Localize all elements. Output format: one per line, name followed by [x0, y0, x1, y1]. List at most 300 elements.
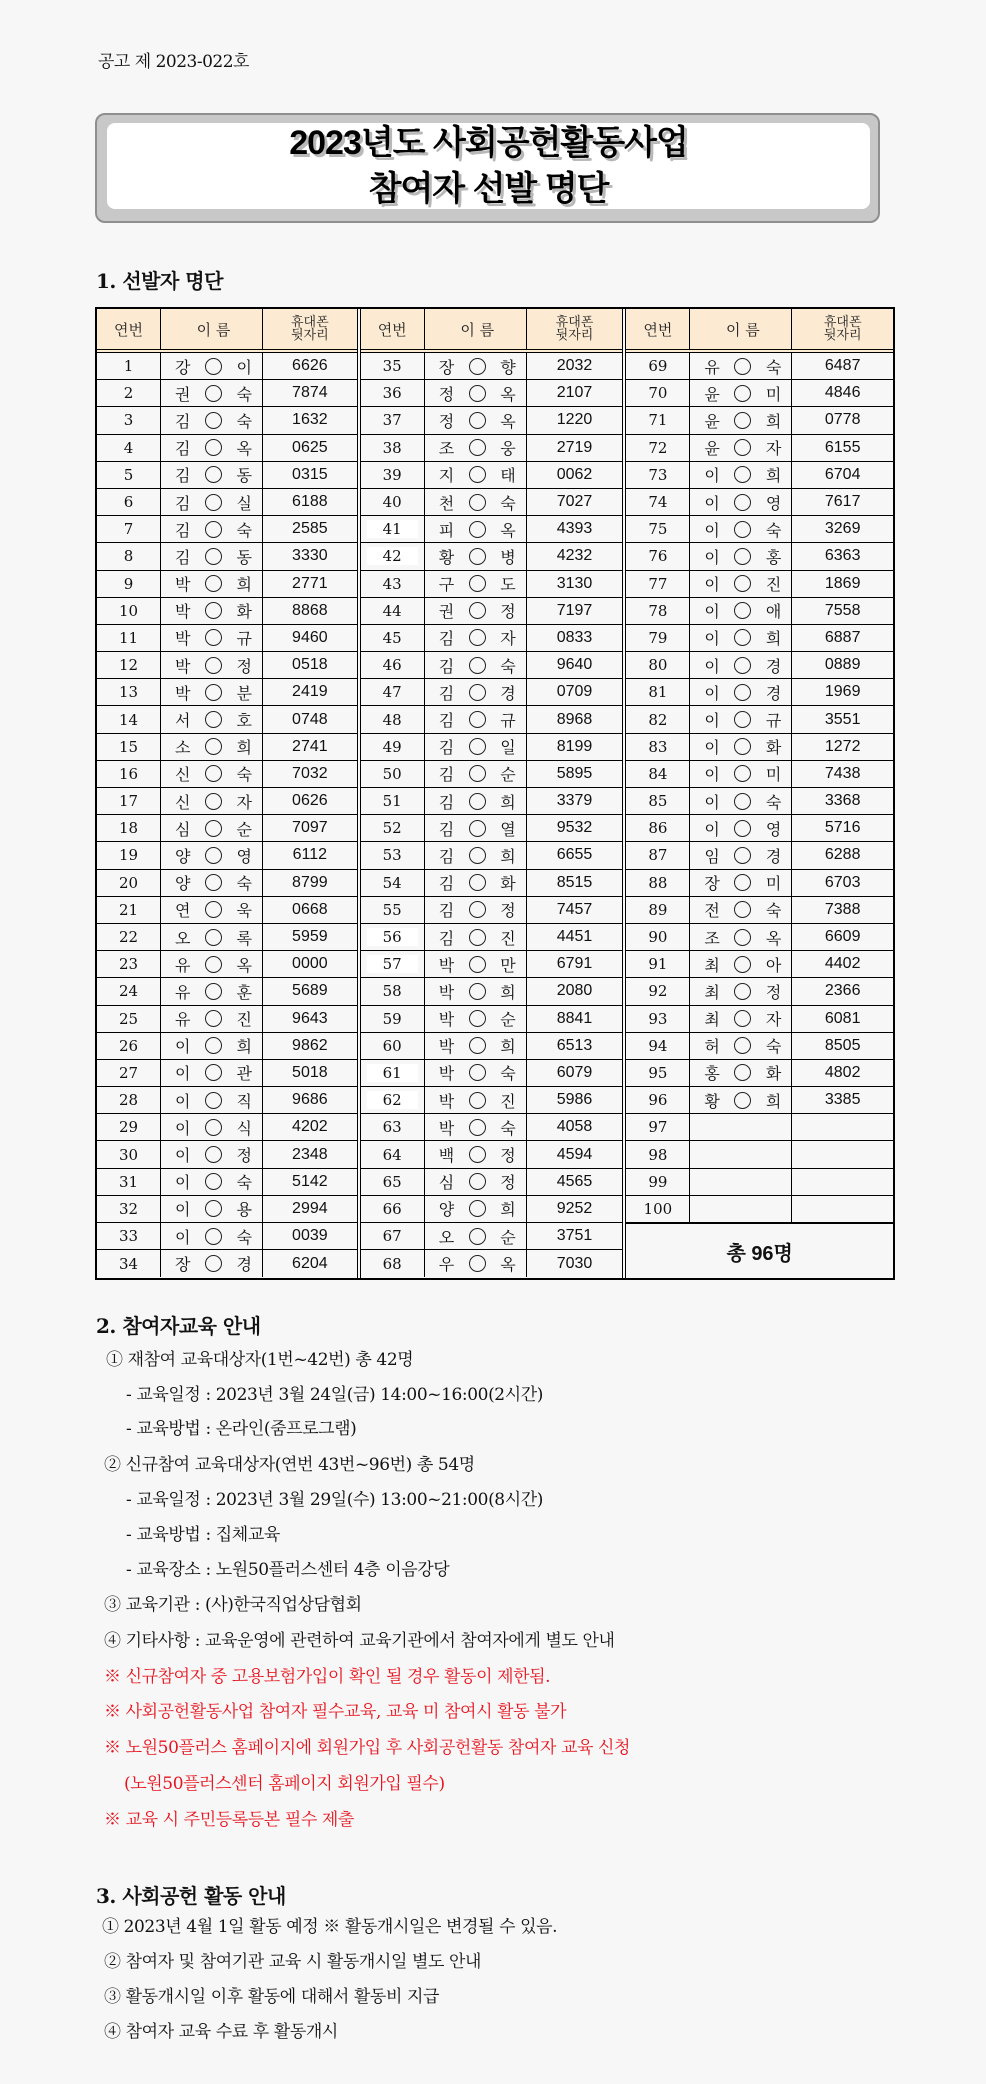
row-number	[97, 407, 161, 433]
table-row	[626, 625, 893, 652]
roster-group-1	[97, 309, 357, 1278]
given-name: 숙	[236, 765, 252, 785]
given-name: 애	[765, 602, 782, 622]
surname: 이	[175, 1200, 191, 1220]
row-number	[626, 1006, 690, 1032]
row-number-text: 58	[382, 982, 402, 1001]
row-number	[97, 1114, 161, 1140]
masked-name	[161, 353, 263, 379]
row-number-text: 34	[118, 1254, 139, 1273]
row-number-text: 63	[382, 1118, 402, 1137]
activity-line-3: ③ 활동개시일 이후 활동에 대해서 활동비 지급	[104, 1987, 440, 2007]
surname: 권	[438, 602, 455, 622]
masked-circle-icon	[734, 684, 751, 701]
given-name: 미	[765, 874, 782, 894]
masked-name	[161, 380, 263, 406]
masked-circle-icon	[469, 575, 486, 592]
surname: 윤	[704, 384, 720, 404]
row-number	[97, 978, 161, 1004]
row-number	[361, 1250, 425, 1277]
masked-circle-icon	[205, 847, 222, 864]
given-name: 희	[500, 792, 516, 812]
surname: 유	[175, 982, 191, 1002]
table-row	[361, 652, 623, 679]
row-number-text: 16	[118, 764, 139, 783]
row-number-text: 11	[118, 628, 139, 647]
given-name: 숙	[500, 493, 516, 513]
masked-name	[690, 435, 792, 461]
row-number-text: 85	[648, 792, 668, 811]
row-number-text: 38	[382, 438, 402, 457]
phone-last4: 3751	[556, 1227, 593, 1245]
phone-last4	[792, 1169, 893, 1195]
table-row	[97, 380, 357, 407]
phone-last4: 6609	[824, 928, 861, 946]
masked-circle-icon	[205, 358, 222, 375]
masked-circle-icon	[734, 765, 751, 782]
masked-name	[425, 897, 527, 923]
row-number	[626, 407, 690, 433]
table-row	[626, 734, 893, 761]
row-number	[97, 1006, 161, 1032]
surname: 신	[175, 765, 191, 785]
row-number	[97, 1060, 161, 1086]
surname: 조	[704, 928, 720, 948]
row-number	[626, 1169, 690, 1195]
masked-name	[690, 815, 792, 841]
row-number	[361, 788, 425, 814]
masked-name	[425, 1250, 527, 1277]
masked-name	[425, 1060, 527, 1086]
row-number-text: 99	[648, 1172, 668, 1191]
given-name: 진	[765, 575, 782, 595]
row-number	[97, 788, 161, 814]
masked-name	[161, 1060, 263, 1086]
masked-name	[425, 543, 527, 569]
masked-circle-icon	[205, 901, 222, 918]
masked-name	[425, 679, 527, 705]
row-number-text: 14	[118, 710, 139, 729]
masked-circle-icon	[734, 1092, 751, 1109]
row-number	[626, 598, 690, 624]
row-number	[97, 1250, 161, 1277]
education-line-11: ※ 사회공헌활동사업 참여자 필수교육, 교육 미 참여시 활동 불가	[104, 1702, 567, 1722]
table-row	[361, 788, 623, 815]
given-name: 록	[236, 928, 252, 948]
masked-name	[161, 571, 263, 597]
masked-circle-icon	[205, 602, 222, 619]
masked-circle-icon	[469, 358, 486, 375]
phone-last4: 4594	[556, 1145, 593, 1163]
table-header-row	[626, 309, 893, 353]
row-number	[361, 978, 425, 1004]
given-name: 옥	[236, 439, 252, 459]
phone-last4: 4846	[824, 384, 861, 402]
row-number-text: 20	[118, 873, 139, 892]
surname: 김	[438, 765, 455, 785]
masked-circle-icon	[734, 494, 751, 511]
row-number-text: 47	[382, 683, 402, 702]
row-number-text: 37	[382, 411, 402, 430]
masked-circle-icon	[734, 358, 751, 375]
table-row	[361, 1114, 623, 1141]
roster-group-3	[622, 309, 893, 1278]
masked-name	[690, 571, 792, 597]
phone-last4: 6155	[824, 438, 861, 456]
given-name: 숙	[500, 1064, 516, 1084]
row-number-text: 27	[118, 1063, 139, 1082]
surname: 오	[438, 1227, 455, 1247]
masked-name	[425, 870, 527, 896]
table-row	[626, 842, 893, 869]
table-row	[361, 706, 623, 733]
surname: 김	[438, 819, 455, 839]
given-name: 영	[236, 846, 252, 866]
masked-circle-icon	[734, 793, 751, 810]
masked-circle-icon	[469, 494, 486, 511]
header-phone-line1: 휴대폰	[555, 315, 594, 330]
given-name: 옥	[500, 520, 516, 540]
given-name: 숙	[236, 1173, 252, 1193]
given-name: 희	[500, 982, 516, 1002]
surname: 이	[175, 1037, 191, 1057]
phone-last4: 2585	[292, 520, 328, 538]
row-number-text: 77	[648, 574, 668, 593]
masked-circle-icon	[205, 1173, 222, 1190]
row-number	[361, 571, 425, 597]
row-number	[361, 598, 425, 624]
education-line-7: - 교육장소 : 노원50플러스센터 4층 이음강당	[126, 1560, 450, 1580]
masked-name	[690, 679, 792, 705]
given-name: 숙	[236, 411, 252, 431]
given-name: 옥	[500, 1255, 516, 1275]
masked-name	[425, 380, 527, 406]
row-number-text: 71	[648, 411, 668, 430]
row-number-text: 51	[382, 792, 402, 811]
phone-last4: 6704	[824, 465, 861, 483]
given-name: 순	[236, 819, 252, 839]
phone-last4: 5895	[556, 764, 593, 782]
given-name: 숙	[236, 520, 252, 540]
surname: 김	[438, 874, 455, 894]
row-number-text: 74	[648, 493, 668, 512]
row-number-text: 25	[118, 1009, 139, 1028]
given-name: 식	[236, 1118, 252, 1138]
row-number	[361, 353, 425, 379]
row-number	[361, 462, 425, 488]
table-row	[361, 571, 623, 598]
given-name: 숙	[236, 1227, 252, 1247]
phone-last4: 1272	[824, 737, 861, 755]
row-number	[626, 353, 690, 379]
surname: 이	[704, 683, 720, 703]
row-number-text: 76	[648, 547, 668, 566]
education-line-3: - 교육방법 : 온라인(줌프로그램)	[126, 1419, 357, 1439]
table-row	[626, 978, 893, 1005]
phone-last4: 8505	[824, 1036, 861, 1054]
given-name: 직	[236, 1091, 252, 1111]
table-row	[97, 734, 357, 761]
masked-name	[690, 353, 792, 379]
given-name: 일	[500, 738, 516, 758]
masked-name	[690, 625, 792, 651]
row-number	[361, 543, 425, 569]
phone-last4: 4202	[292, 1118, 328, 1136]
masked-circle-icon	[205, 1228, 222, 1245]
phone-last4: 8515	[556, 873, 593, 891]
masked-name	[161, 598, 263, 624]
phone-last4: 7558	[824, 601, 861, 619]
phone-last4: 1969	[824, 683, 861, 701]
surname: 양	[175, 874, 191, 894]
masked-name	[425, 1141, 527, 1167]
masked-circle-icon	[205, 521, 222, 538]
masked-name	[161, 1169, 263, 1195]
masked-circle-icon	[205, 575, 222, 592]
masked-name	[690, 598, 792, 624]
row-number-text: 31	[118, 1172, 139, 1191]
masked-circle-icon	[469, 820, 486, 837]
surname: 박	[175, 575, 191, 595]
given-name: 숙	[765, 520, 782, 540]
title-panel	[107, 123, 870, 209]
masked-circle-icon	[205, 629, 222, 646]
masked-circle-icon	[205, 494, 222, 511]
masked-circle-icon	[205, 466, 222, 483]
phone-last4: 3385	[824, 1091, 861, 1109]
masked-name	[425, 924, 527, 950]
surname: 오	[175, 928, 191, 948]
given-name: 화	[765, 1064, 782, 1084]
phone-last4	[792, 1141, 893, 1167]
table-row	[97, 598, 357, 625]
row-number-text: 5	[123, 465, 134, 484]
masked-circle-icon	[205, 1200, 222, 1217]
given-name: 열	[500, 819, 516, 839]
education-line-6: - 교육방법 : 집체교육	[126, 1525, 280, 1545]
surname: 장	[175, 1255, 191, 1275]
masked-name	[161, 1033, 263, 1059]
given-name: 진	[500, 1091, 516, 1111]
phone-last4: 8968	[556, 710, 593, 728]
row-number-text: 8	[123, 547, 134, 566]
phone-last4: 7457	[556, 900, 593, 918]
table-row	[97, 1060, 357, 1087]
table-row	[97, 788, 357, 815]
surname: 이	[175, 1227, 191, 1247]
given-name: 정	[236, 656, 252, 676]
header-no: 연번	[97, 309, 161, 349]
masked-circle-icon	[469, 1010, 486, 1027]
given-name: 욱	[236, 901, 252, 921]
row-number-text: 94	[648, 1036, 668, 1055]
table-row	[626, 1196, 893, 1223]
masked-name	[690, 734, 792, 760]
table-row	[361, 978, 623, 1005]
row-number	[361, 951, 425, 977]
masked-circle-icon	[469, 1092, 486, 1109]
phone-last4: 2719	[556, 438, 593, 456]
row-number-text: 96	[648, 1091, 668, 1110]
row-number	[361, 679, 425, 705]
title-line-1: 2023년도 사회공헌활동사업	[289, 124, 688, 162]
masked-name	[425, 1223, 527, 1249]
row-number-text: 82	[648, 710, 668, 729]
activity-line-2: ② 참여자 및 참여기관 교육 시 활동개시일 별도 안내	[104, 1952, 482, 1972]
row-number-text: 81	[648, 683, 668, 702]
table-row	[97, 353, 357, 380]
masked-name	[690, 543, 792, 569]
phone-last4: 5986	[556, 1091, 593, 1109]
surname: 이	[704, 520, 720, 540]
row-number	[361, 870, 425, 896]
masked-name	[690, 978, 792, 1004]
row-number	[97, 652, 161, 678]
surname: 조	[438, 439, 455, 459]
masked-circle-icon	[469, 439, 486, 456]
header-phone	[792, 309, 893, 349]
surname: 심	[175, 819, 191, 839]
given-name: 규	[765, 711, 782, 731]
phone-last4: 8199	[556, 737, 593, 755]
phone-last4: 5018	[292, 1063, 328, 1081]
masked-name	[161, 924, 263, 950]
table-row	[361, 842, 623, 869]
phone-last4: 3330	[292, 547, 328, 565]
surname: 박	[438, 1037, 455, 1057]
row-number-text: 59	[382, 1009, 402, 1028]
row-number	[361, 1060, 425, 1086]
masked-circle-icon	[469, 548, 486, 565]
table-row	[361, 543, 623, 570]
masked-name	[425, 435, 527, 461]
row-number-text: 92	[648, 982, 668, 1001]
given-name: 이	[236, 357, 252, 377]
phone-last4: 6626	[292, 357, 328, 375]
phone-last4: 7097	[292, 819, 328, 837]
surname: 김	[438, 683, 455, 703]
surname: 최	[704, 955, 720, 975]
row-number-text: 52	[382, 819, 402, 838]
row-number	[361, 842, 425, 868]
masked-circle-icon	[205, 765, 222, 782]
table-row	[361, 435, 623, 462]
masked-circle-icon	[469, 929, 486, 946]
roster-table	[95, 307, 895, 1280]
surname: 전	[704, 901, 720, 921]
row-number-text: 15	[118, 737, 139, 756]
table-row	[97, 489, 357, 516]
given-name: 희	[236, 738, 252, 758]
masked-circle-icon	[734, 521, 751, 538]
row-number	[97, 625, 161, 651]
masked-name	[161, 1196, 263, 1222]
row-number	[97, 516, 161, 542]
phone-last4: 3551	[824, 710, 861, 728]
row-number	[626, 815, 690, 841]
row-number-highlight: 62	[367, 1091, 418, 1109]
masked-circle-icon	[205, 874, 222, 891]
masked-name	[161, 870, 263, 896]
masked-circle-icon	[205, 548, 222, 565]
masked-name	[161, 978, 263, 1004]
row-number	[361, 1141, 425, 1167]
table-row	[626, 788, 893, 815]
surname: 이	[175, 1118, 191, 1138]
table-row	[361, 489, 623, 516]
surname: 박	[438, 1118, 455, 1138]
masked-name	[690, 462, 792, 488]
given-name: 규	[236, 629, 252, 649]
phone-last4: 1220	[556, 411, 593, 429]
surname: 김	[175, 493, 191, 513]
table-row	[97, 1223, 357, 1250]
surname: 김	[175, 547, 191, 567]
surname: 이	[704, 711, 720, 731]
table-row	[97, 706, 357, 733]
masked-circle-icon	[469, 657, 486, 674]
masked-circle-icon	[734, 1064, 751, 1081]
given-name: 희	[236, 575, 252, 595]
phone-last4: 3368	[824, 792, 861, 810]
phone-last4: 2771	[292, 574, 328, 592]
table-row	[626, 1006, 893, 1033]
masked-name	[425, 625, 527, 651]
row-number-text: 4	[123, 438, 134, 457]
table-row	[97, 951, 357, 978]
given-name: 영	[765, 819, 782, 839]
phone-last4: 7027	[556, 493, 593, 511]
row-number-text: 18	[118, 819, 139, 838]
table-row	[97, 652, 357, 679]
surname: 이	[175, 1091, 191, 1111]
given-name: 자	[236, 792, 252, 812]
masked-name	[161, 706, 263, 732]
table-row	[626, 543, 893, 570]
table-row	[361, 734, 623, 761]
header-no: 연번	[361, 309, 425, 349]
activity-line-4: ④ 참여자 교육 수료 후 활동개시	[104, 2022, 338, 2042]
row-number-text: 1	[123, 357, 134, 376]
row-number-text: 64	[382, 1145, 402, 1164]
masked-circle-icon	[205, 820, 222, 837]
total-count: 총 96명	[626, 1223, 893, 1278]
masked-circle-icon	[734, 385, 751, 402]
row-number	[626, 1114, 690, 1140]
row-number	[626, 435, 690, 461]
row-number-text: 68	[382, 1254, 402, 1273]
surname: 김	[438, 629, 455, 649]
phone-last4: 6887	[824, 628, 861, 646]
masked-name	[425, 1169, 527, 1195]
masked-circle-icon	[734, 901, 751, 918]
table-row	[626, 380, 893, 407]
table-row	[626, 489, 893, 516]
phone-last4: 4802	[824, 1063, 861, 1081]
masked-name	[161, 625, 263, 651]
row-number	[97, 679, 161, 705]
row-number	[626, 1060, 690, 1086]
masked-circle-icon	[469, 602, 486, 619]
table-row	[361, 380, 623, 407]
row-number	[97, 951, 161, 977]
row-number	[97, 571, 161, 597]
masked-circle-icon	[734, 1010, 751, 1027]
row-number	[626, 516, 690, 542]
surname: 양	[438, 1200, 455, 1220]
masked-name	[690, 380, 792, 406]
education-line-10: ※ 신규참여자 중 고용보험가입이 확인 될 경우 활동이 제한됨.	[104, 1667, 551, 1687]
